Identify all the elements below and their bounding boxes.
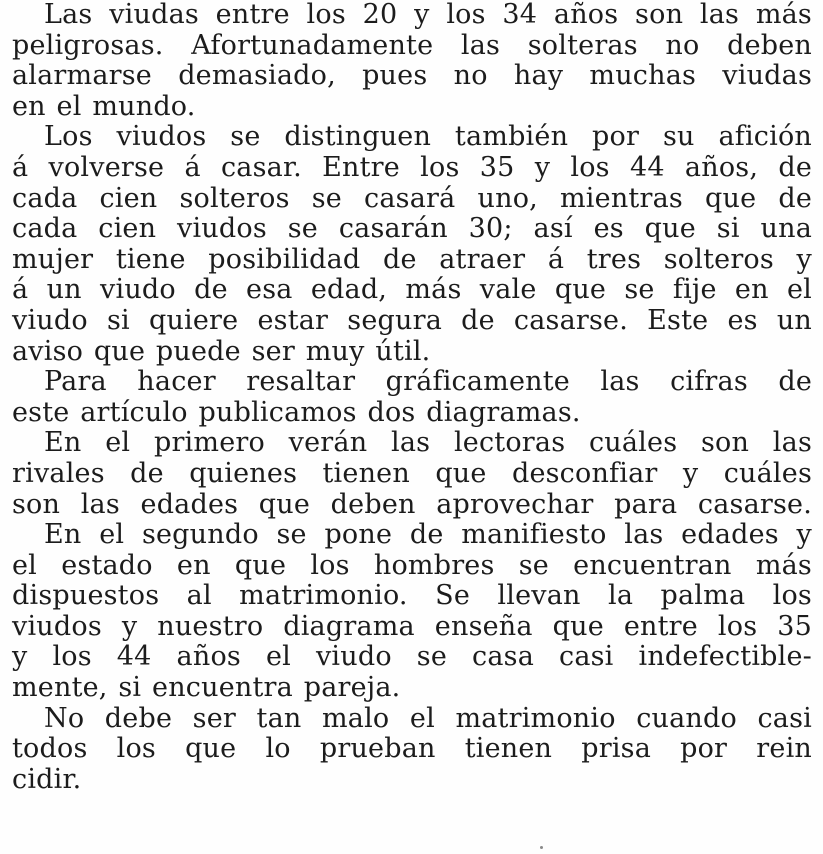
paragraph-4 [12, 428, 812, 520]
text-line: aviso que puede ser muy útil. [12, 335, 431, 367]
text-line: cidir. [12, 763, 82, 795]
text-line: todos los que lo prueban tienen prisa por rein [12, 733, 812, 765]
text-line: mujer tiene posibilidad de atraer á tres solteros y [12, 243, 812, 275]
paragraph-3 [12, 367, 812, 428]
article-text [12, 0, 812, 795]
text-line: á un viudo de esa edad, más vale que se fije en el [12, 274, 812, 306]
text-line: cada cien solteros se casará uno, mientras que de [12, 182, 812, 214]
text-line: Las viudas entre los 20 y los 34 años son las más [44, 0, 812, 30]
text-line: el estado en que los hombres se encuentran más [12, 549, 812, 581]
text-line: alarmarse demasiado, pues no hay muchas viudas [12, 60, 812, 92]
text-line: cada cien viudos se casarán 30; así es que si una [12, 213, 812, 245]
text-line: peligrosas. Afortunadamente las solteras no deben [12, 29, 812, 61]
text-line: en el mundo. [12, 90, 196, 122]
text-line: Para hacer resaltar gráficamente las cifras de [44, 366, 812, 398]
ink-speck [540, 846, 543, 849]
paragraph-5 [12, 520, 812, 704]
text-line: mente, si encuentra pareja. [12, 672, 401, 704]
text-line: rivales de quienes tienen que desconfiar y cuáles [12, 457, 812, 489]
text-line: viudos y nuestro diagrama enseña que entre los 35 [12, 610, 812, 642]
paragraph-1 [12, 0, 812, 122]
text-line: á volverse á casar. Entre los 35 y los 44 años, de [12, 151, 812, 183]
text-line: No debe ser tan malo el matrimonio cuando casi [44, 702, 812, 734]
text-line: En el segundo se pone de manifiesto las edades y [44, 519, 812, 551]
text-line: este artículo publicamos dos diagramas. [12, 396, 581, 428]
text-line: dispuestos al matrimonio. Se llevan la palma los [12, 580, 812, 612]
paragraph-2 [12, 122, 812, 367]
text-line: y los 44 años el viudo se casa casi indefectible- [12, 641, 812, 673]
text-line: Los viudos se distinguen también por su afición [44, 121, 812, 153]
paragraph-6 [12, 704, 812, 796]
text-line: viudo si quiere estar segura de casarse. Este es un [12, 304, 812, 336]
text-line: son las edades que deben aprovechar para casarse. [12, 488, 812, 520]
text-line: En el primero verán las lectoras cuáles son las [44, 427, 812, 459]
